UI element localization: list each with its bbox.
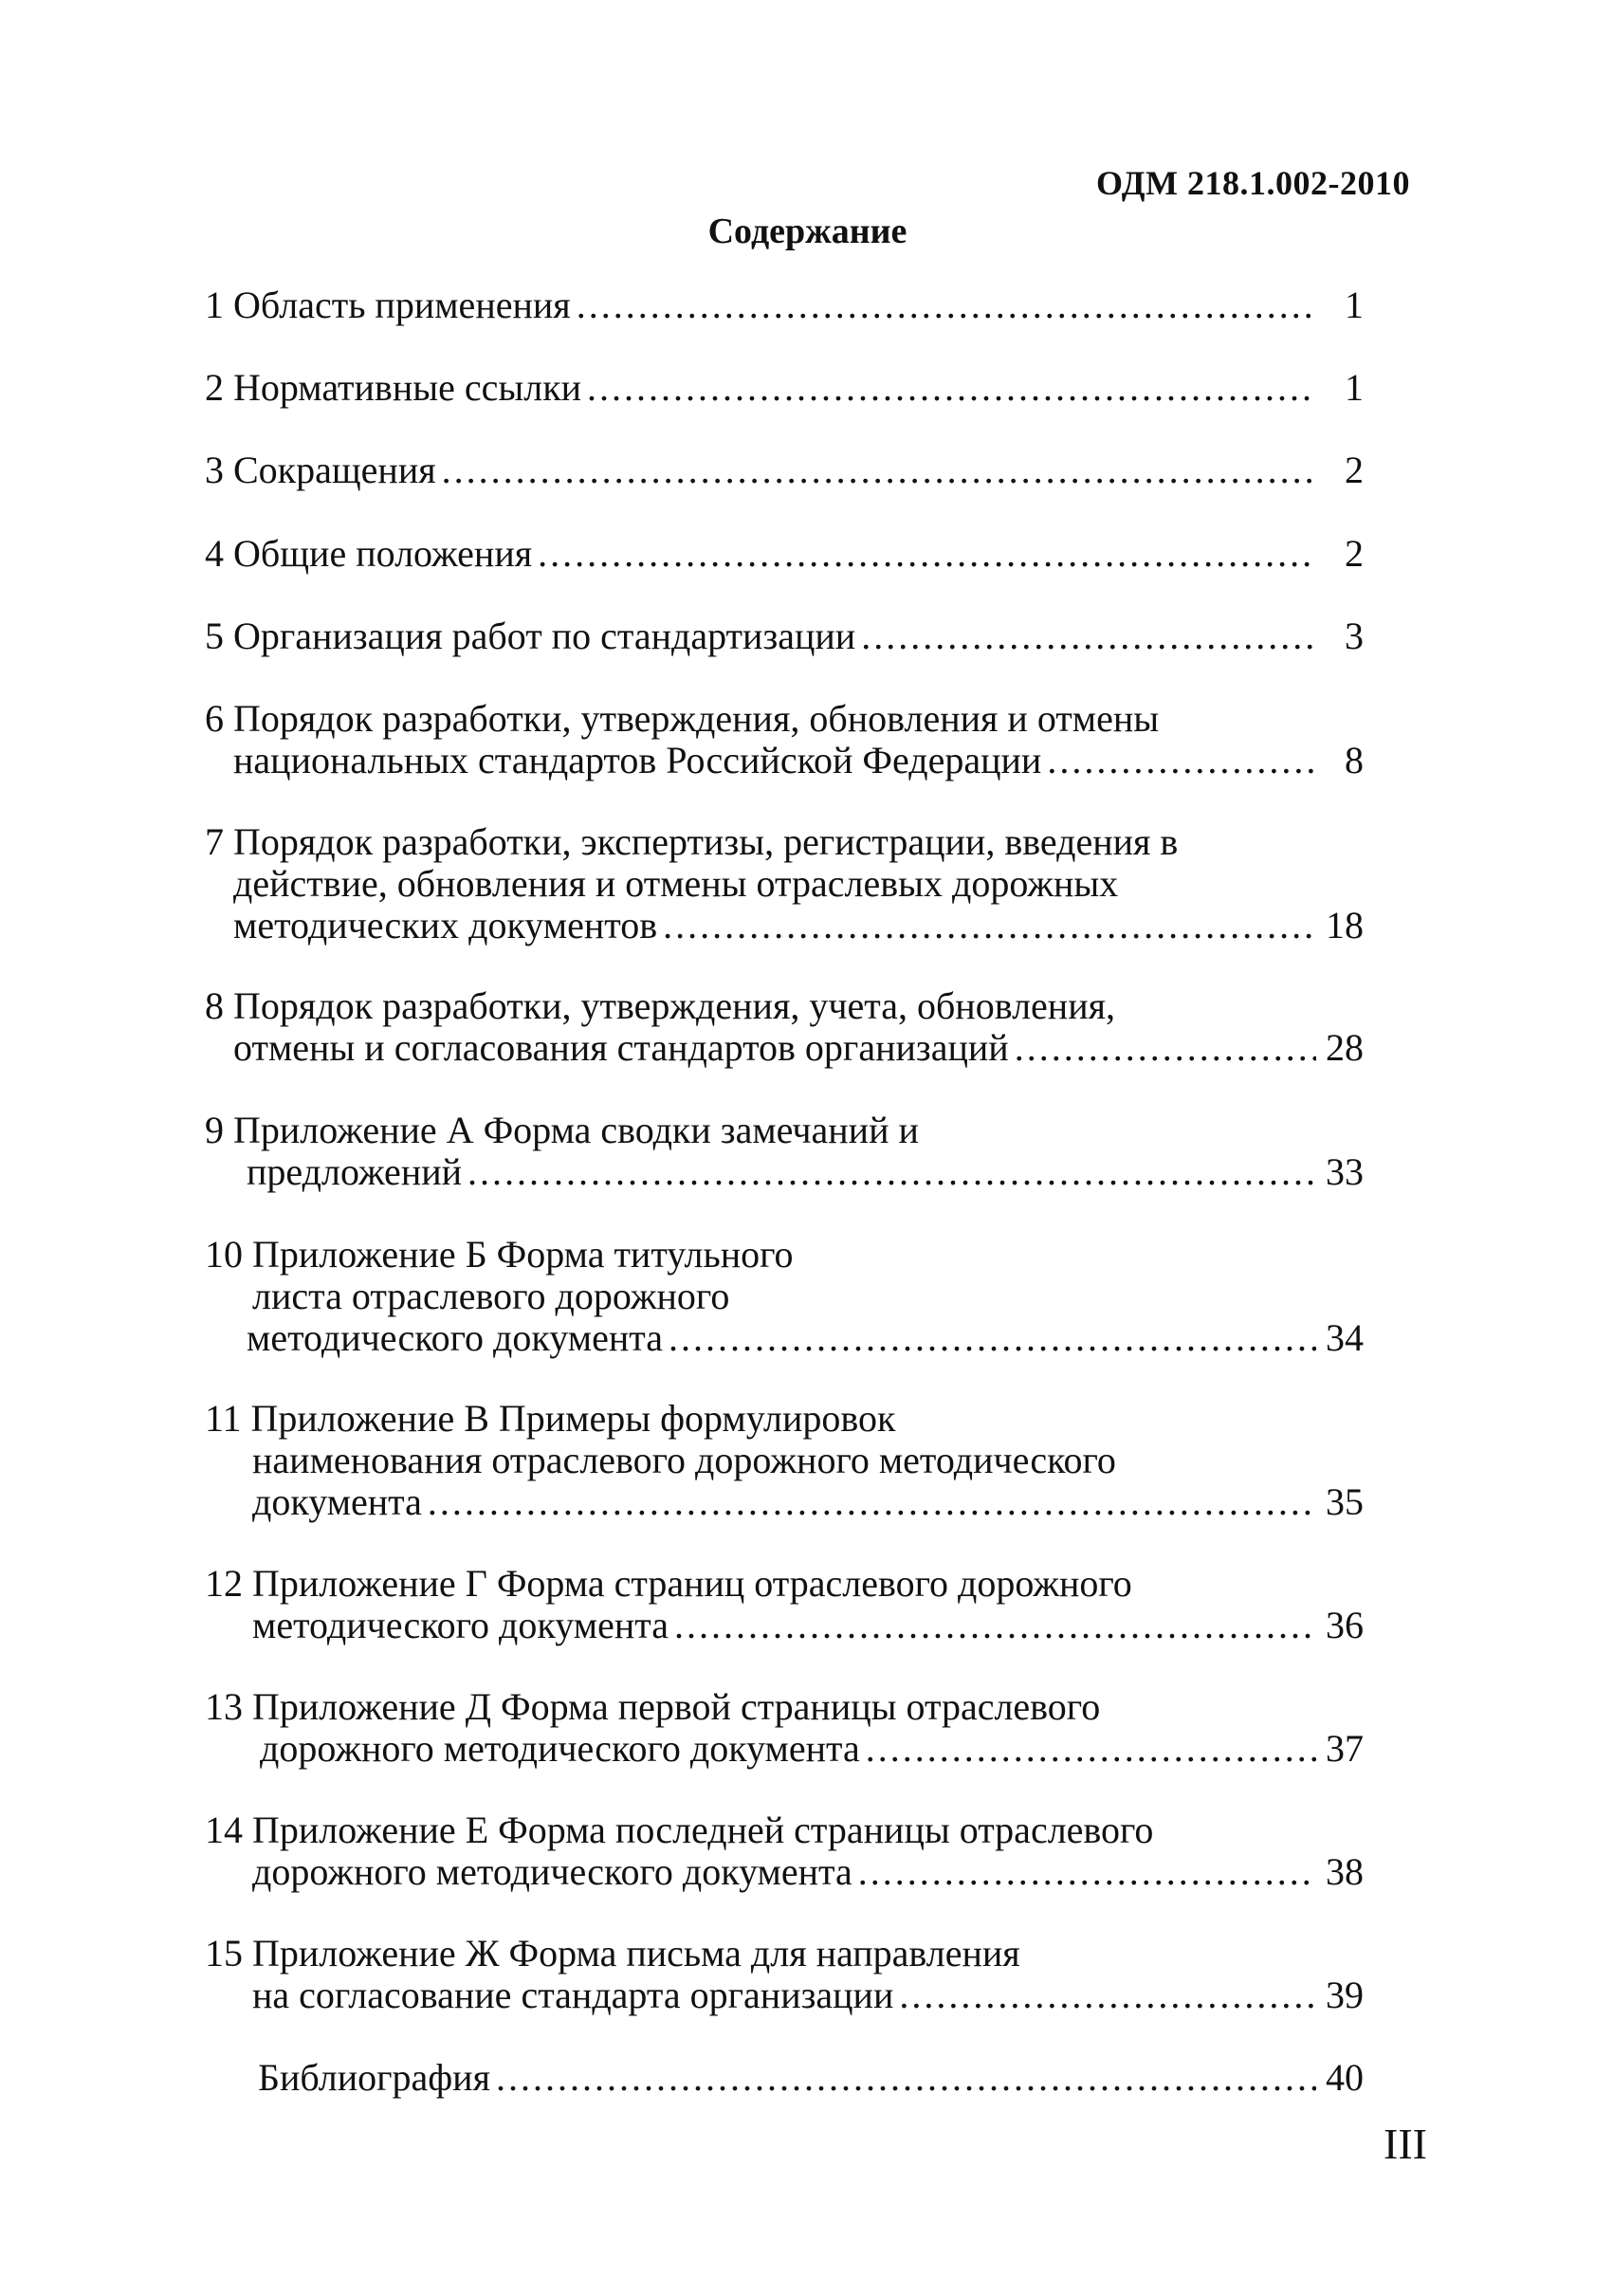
dot-leader xyxy=(428,1481,1316,1523)
toc-entry-title: 3 Сокращения xyxy=(205,449,436,491)
toc-page-number: 2 xyxy=(1345,532,1364,575)
toc-page-number: 3 xyxy=(1345,615,1364,657)
toc-entry-title-line: 13 Приложение Д Форма первой страницы отраслевого xyxy=(205,1685,1101,1728)
dot-leader xyxy=(663,905,1316,946)
dot-leader xyxy=(442,450,1316,491)
dot-leader xyxy=(866,1728,1316,1770)
toc-entry-title-line: 6 Порядок разработки, утверждения, обновления и отмены xyxy=(205,697,1160,740)
toc-entry-title-line: отмены и согласования стандартов организаций xyxy=(233,1026,1009,1069)
page-number: III xyxy=(1384,2120,1427,2168)
dot-leader xyxy=(1047,740,1316,781)
toc-entry-title-line: 10 Приложение Б Форма титульного xyxy=(205,1233,794,1276)
toc-entry[interactable] xyxy=(205,1686,1364,1770)
toc-entry-title-line: листа отраслевого дорожного xyxy=(252,1275,730,1317)
toc-page-number: 35 xyxy=(1326,1480,1364,1523)
dot-leader xyxy=(858,1851,1316,1893)
dot-leader xyxy=(899,1975,1316,2016)
dot-leader xyxy=(496,2057,1316,2099)
toc-entry-title-line: 14 Приложение Е Форма последней страницы отраслевого xyxy=(205,1809,1154,1851)
document-code: ОДМ 218.1.002-2010 xyxy=(1096,164,1410,202)
toc-page-number: 18 xyxy=(1326,904,1364,946)
toc-entry[interactable] xyxy=(205,821,1364,946)
toc-entry-title-line: 15 Приложение Ж Форма письма для направления xyxy=(205,1932,1020,1975)
toc-entry-title-line: 8 Порядок разработки, утверждения, учета, обновления, xyxy=(205,984,1115,1027)
toc-entry[interactable] xyxy=(205,450,1364,491)
toc-entry-title-line: 9 Приложение А Форма сводки замечаний и xyxy=(205,1109,919,1151)
toc-entry[interactable] xyxy=(205,1110,1364,1193)
toc-entry[interactable] xyxy=(205,367,1364,409)
toc-entry[interactable] xyxy=(205,1234,1364,1359)
toc-page-number: 1 xyxy=(1345,366,1364,409)
toc-entry-title-line: 11 Приложение В Примеры формулировок xyxy=(205,1397,896,1440)
toc-page-number: 28 xyxy=(1326,1026,1364,1069)
dot-leader xyxy=(587,367,1316,409)
toc-entry-title-line: методического документа xyxy=(247,1316,663,1359)
toc-entry[interactable] xyxy=(205,1398,1364,1523)
toc-entry-title-line: методического документа xyxy=(252,1604,669,1646)
toc-entry-title: 1 Область применения xyxy=(205,284,571,326)
toc-entry[interactable] xyxy=(205,285,1364,326)
toc-entry[interactable] xyxy=(205,615,1364,657)
toc-entry-title-line: наименования отраслевого дорожного методического xyxy=(252,1439,1116,1481)
dot-leader xyxy=(467,1151,1316,1193)
toc-entry-title-line: 7 Порядок разработки, экспертизы, регистрации, введения в xyxy=(205,820,1179,863)
toc-entry-title-line: дорожного методического документа xyxy=(252,1850,852,1893)
toc-page-number: 1 xyxy=(1345,284,1364,326)
toc-entry-title: 5 Организация работ по стандартизации xyxy=(205,615,856,657)
toc-entry-title-line: дорожного методического документа xyxy=(260,1727,860,1770)
toc-page-number: 33 xyxy=(1326,1150,1364,1193)
toc-entry-title-line: 12 Приложение Г Форма страниц отраслевого дорожного xyxy=(205,1562,1132,1605)
dot-leader xyxy=(538,533,1316,575)
page-title: Содержание xyxy=(707,211,907,251)
toc-entry[interactable] xyxy=(205,1933,1364,2016)
toc-page-number: 37 xyxy=(1326,1727,1364,1770)
toc-entry[interactable] xyxy=(205,698,1364,781)
toc-page-number: 40 xyxy=(1326,2056,1364,2099)
toc-page-number: 8 xyxy=(1345,739,1364,781)
toc-entry[interactable] xyxy=(205,1563,1364,1646)
toc-entry-title-line: документа xyxy=(252,1480,422,1523)
toc-entry-title: 2 Нормативные ссылки xyxy=(205,366,582,409)
dot-leader xyxy=(861,615,1316,657)
toc-entry[interactable] xyxy=(205,1809,1364,1893)
toc-page-number: 38 xyxy=(1326,1850,1364,1893)
toc-page-number: 39 xyxy=(1326,1974,1364,2016)
toc-entry[interactable] xyxy=(205,2057,1364,2099)
toc-entry[interactable] xyxy=(205,533,1364,575)
dot-leader xyxy=(674,1605,1316,1646)
toc-entry[interactable] xyxy=(205,985,1364,1069)
toc-entry-title: Библиография xyxy=(258,2056,490,2099)
toc-entry-title-line: методических документов xyxy=(233,904,658,946)
dot-leader xyxy=(669,1317,1316,1359)
toc-page-number: 2 xyxy=(1345,449,1364,491)
dot-leader xyxy=(1015,1027,1316,1069)
toc-entry-title-line: национальных стандартов Российской Федерации xyxy=(233,739,1042,781)
toc-page-number: 36 xyxy=(1326,1604,1364,1646)
toc-entry-title: 4 Общие положения xyxy=(205,532,533,575)
toc-entry-title-line: действие, обновления и отмены отраслевых дорожных xyxy=(233,862,1119,905)
toc-entry-title-line: предложений xyxy=(247,1150,463,1193)
dot-leader xyxy=(577,285,1316,326)
toc-page-number: 34 xyxy=(1326,1316,1364,1359)
toc-entry-title-line: на согласование стандарта организации xyxy=(252,1974,894,2016)
